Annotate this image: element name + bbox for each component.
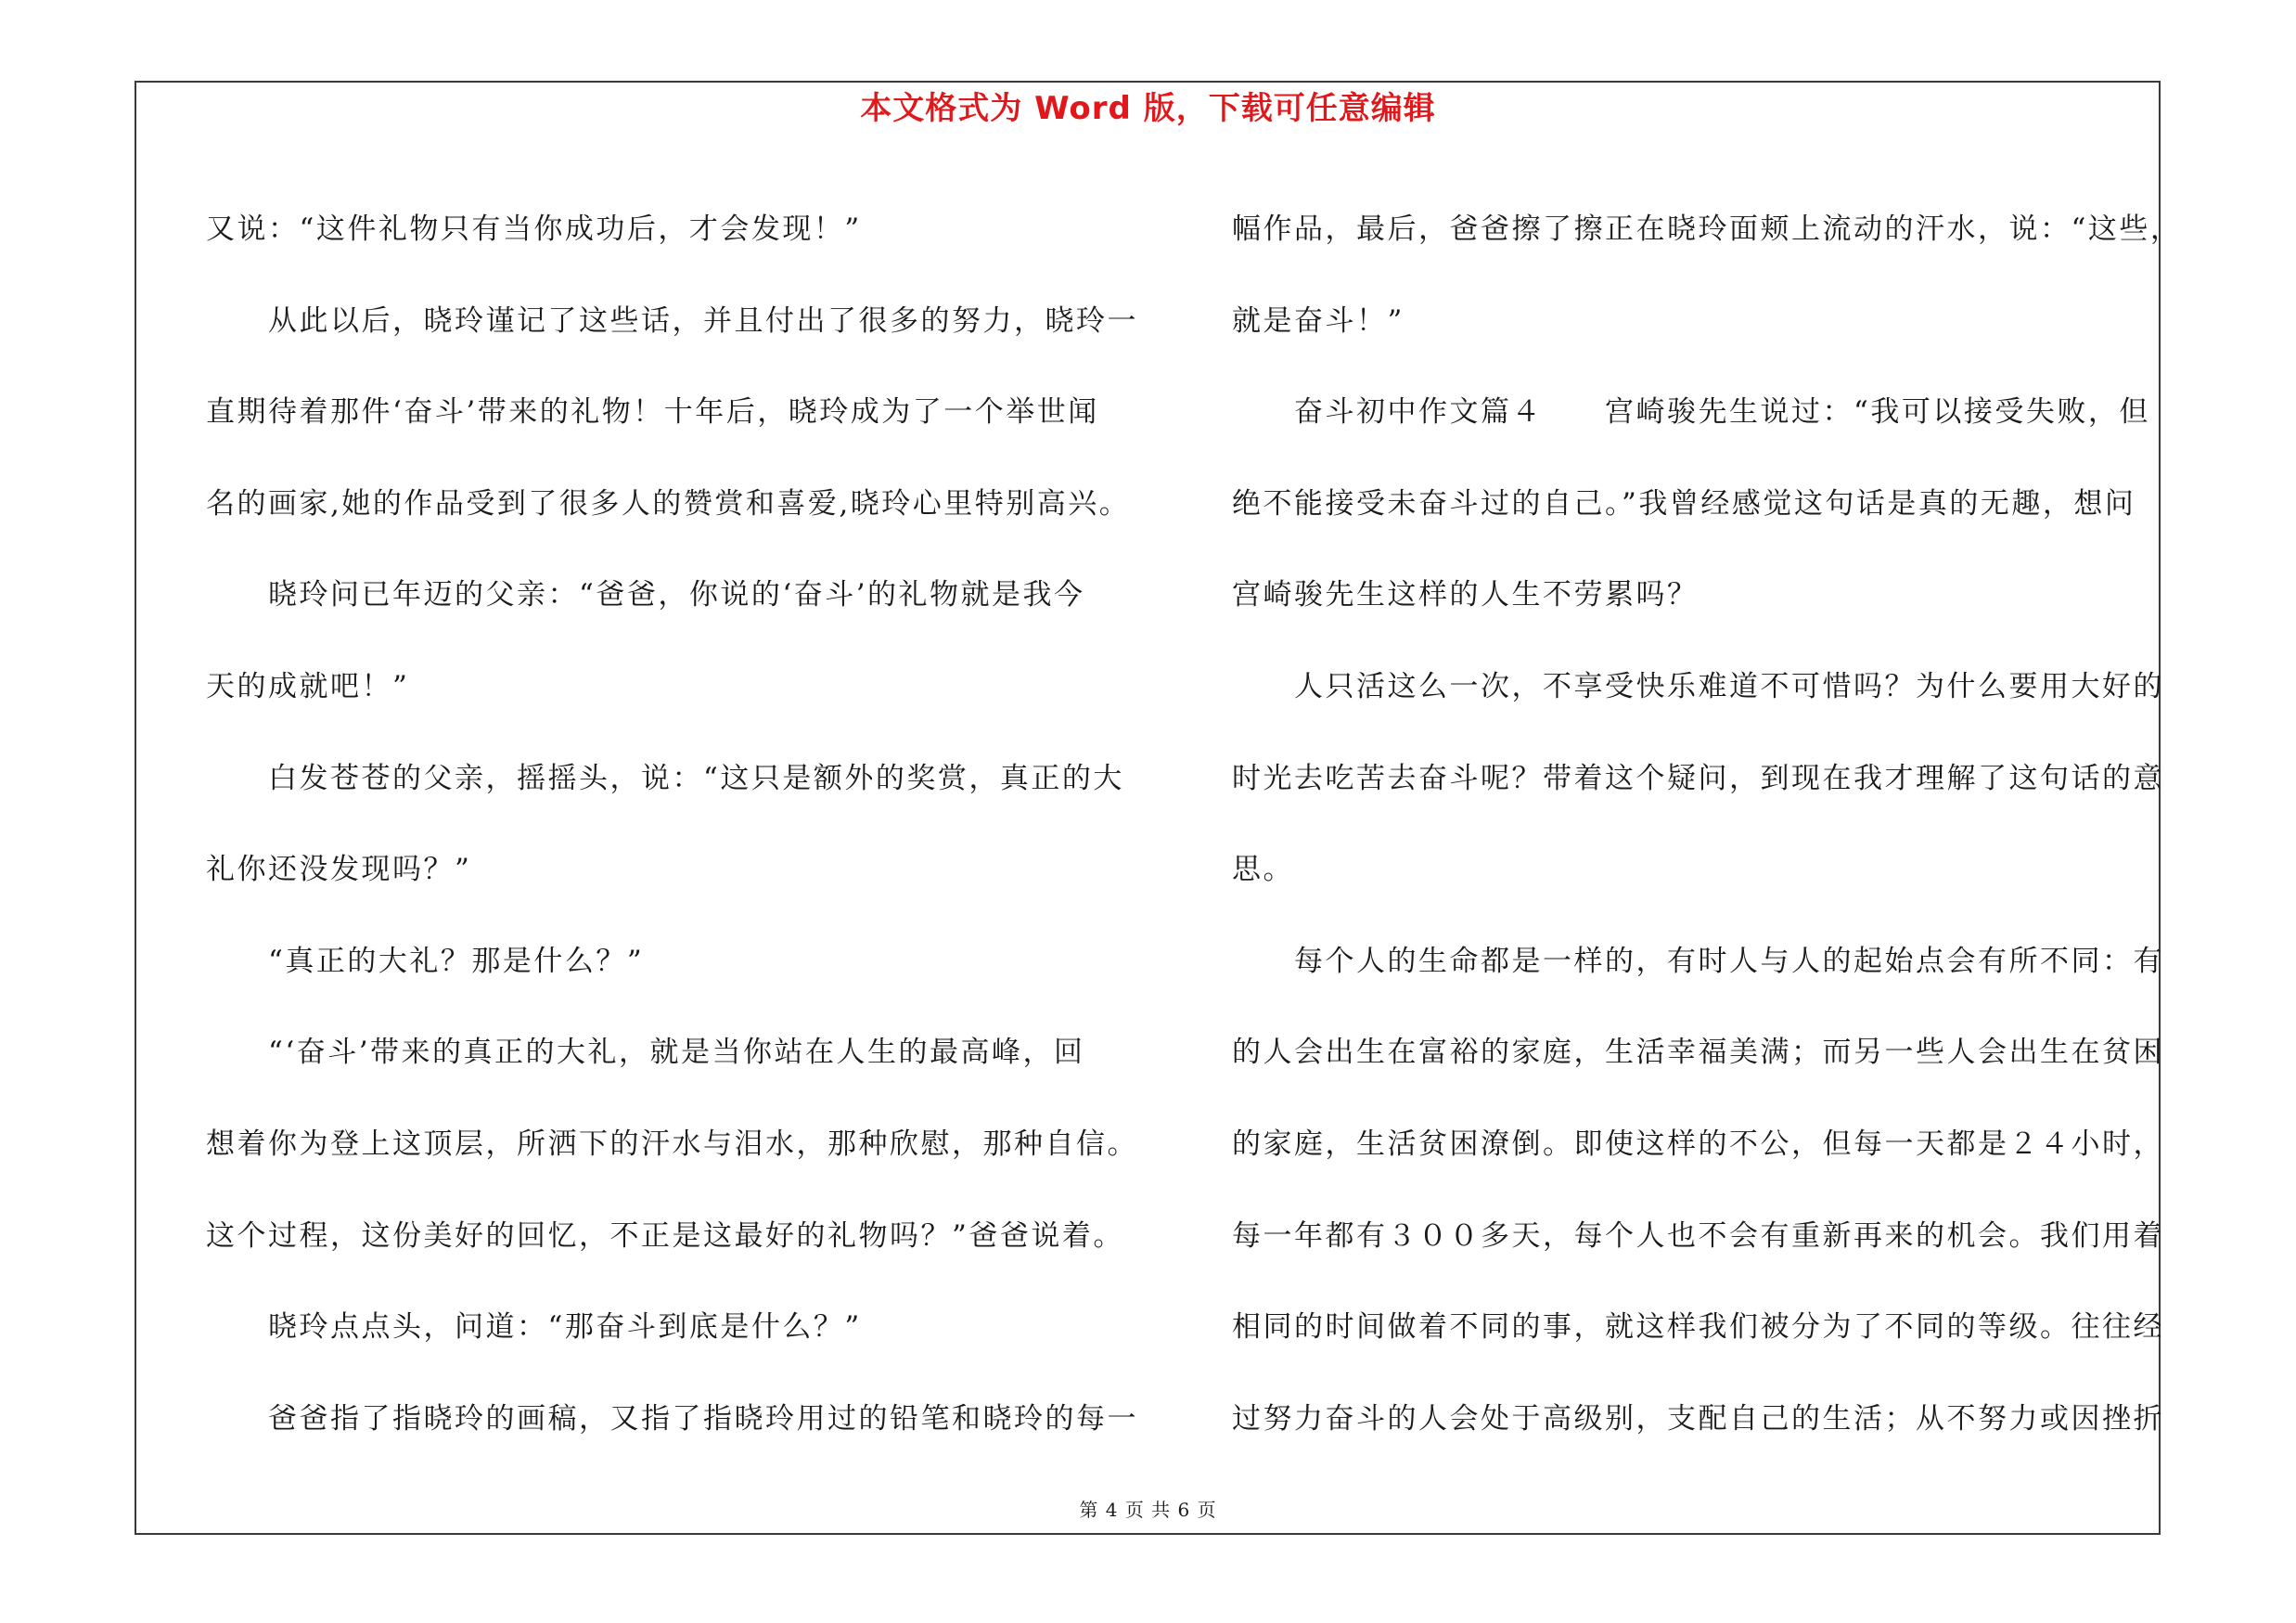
text-line: 每个人的生命都是一样的，有时人与人的起始点会有所不同：有 [1232,944,2164,978]
text-line: 人只活这么一次，不享受快乐难道不可惜吗？为什么要用大好的 [1232,669,2164,703]
text-line: 又说：“这件礼物只有当你成功后，才会发现！” [206,213,862,246]
text-line: 这个过程，这份美好的回忆，不正是这最好的礼物吗？”爸爸说着。 [206,1218,1124,1253]
text-line: 的家庭，生活贫困潦倒。即使这样的不公，但每一天都是２４小时， [1232,1127,2164,1161]
text-line: 绝不能接受未奋斗过的自己。”我曾经感觉这句话是真的无趣，想问 [1232,486,2136,521]
left-column [206,184,1152,1464]
right-column [1232,184,2182,1464]
text-line: 直期待着那件‘奋斗’带来的礼物！十年后，晓玲成为了一个举世闻 [206,395,1099,430]
text-line: 就是奋斗！” [1232,303,1405,338]
text-line: 思。 [1232,853,1294,887]
text-line: 天的成就吧！” [206,669,410,703]
text-line: 礼你还没发现吗？” [206,853,472,887]
page-number-footer: 第 4 页 共 6 页 [1079,1499,1217,1521]
text-line: 晓玲点点头，问道：“那奋斗到底是什么？” [206,1310,862,1345]
text-line: 奋斗初中作文篇４ 宫崎骏先生说过：“我可以接受失败，但 [1232,395,2150,430]
text-line: 过努力奋斗的人会处于高级别，支配自己的生活；从不努力或因挫折 [1232,1401,2164,1436]
text-line: 相同的时间做着不同的事，就这样我们被分为了不同的等级。往往经 [1232,1310,2164,1345]
text-line: 想着你为登上这顶层，所洒下的汗水与泪水，那种欣慰，那种自信。 [206,1127,1138,1161]
text-line: 名的画家,她的作品受到了很多人的赞赏和喜爱,晓玲心里特别高兴。 [206,486,1131,521]
text-line: 宫崎骏先生这样的人生不劳累吗？ [1232,578,1699,612]
text-line: 从此以后，晓玲谨记了这些话，并且付出了很多的努力，晓玲一 [206,303,1138,338]
text-line: 时光去吃苦去奋斗呢？带着这个疑问，到现在我才理解了这句话的意 [1232,761,2164,795]
text-line: 幅作品，最后，爸爸擦了擦正在晓玲面颊上流动的汗水，说：“这些， [1232,213,2182,246]
text-line: “真正的大礼？那是什么？” [206,944,645,978]
text-line: 每一年都有３００多天，每个人也不会有重新再来的机会。我们用着 [1232,1218,2164,1253]
text-line: 爸爸指了指晓玲的画稿，又指了指晓玲用过的铅笔和晓玲的每一 [206,1401,1138,1436]
format-banner: 本文格式为 Word 版，下载可任意编辑 [860,90,1436,127]
text-line: 白发苍苍的父亲，摇摇头，说：“这只是额外的奖赏，真正的大 [206,761,1124,795]
text-line: 的人会出生在富裕的家庭，生活幸福美满；而另一些人会出生在贫困 [1232,1036,2164,1070]
text-line: “‘奋斗’带来的真正的大礼，就是当你站在人生的最高峰，回 [206,1036,1085,1070]
text-line: 晓玲问已年迈的父亲：“爸爸，你说的‘奋斗’的礼物就是我今 [206,578,1085,612]
